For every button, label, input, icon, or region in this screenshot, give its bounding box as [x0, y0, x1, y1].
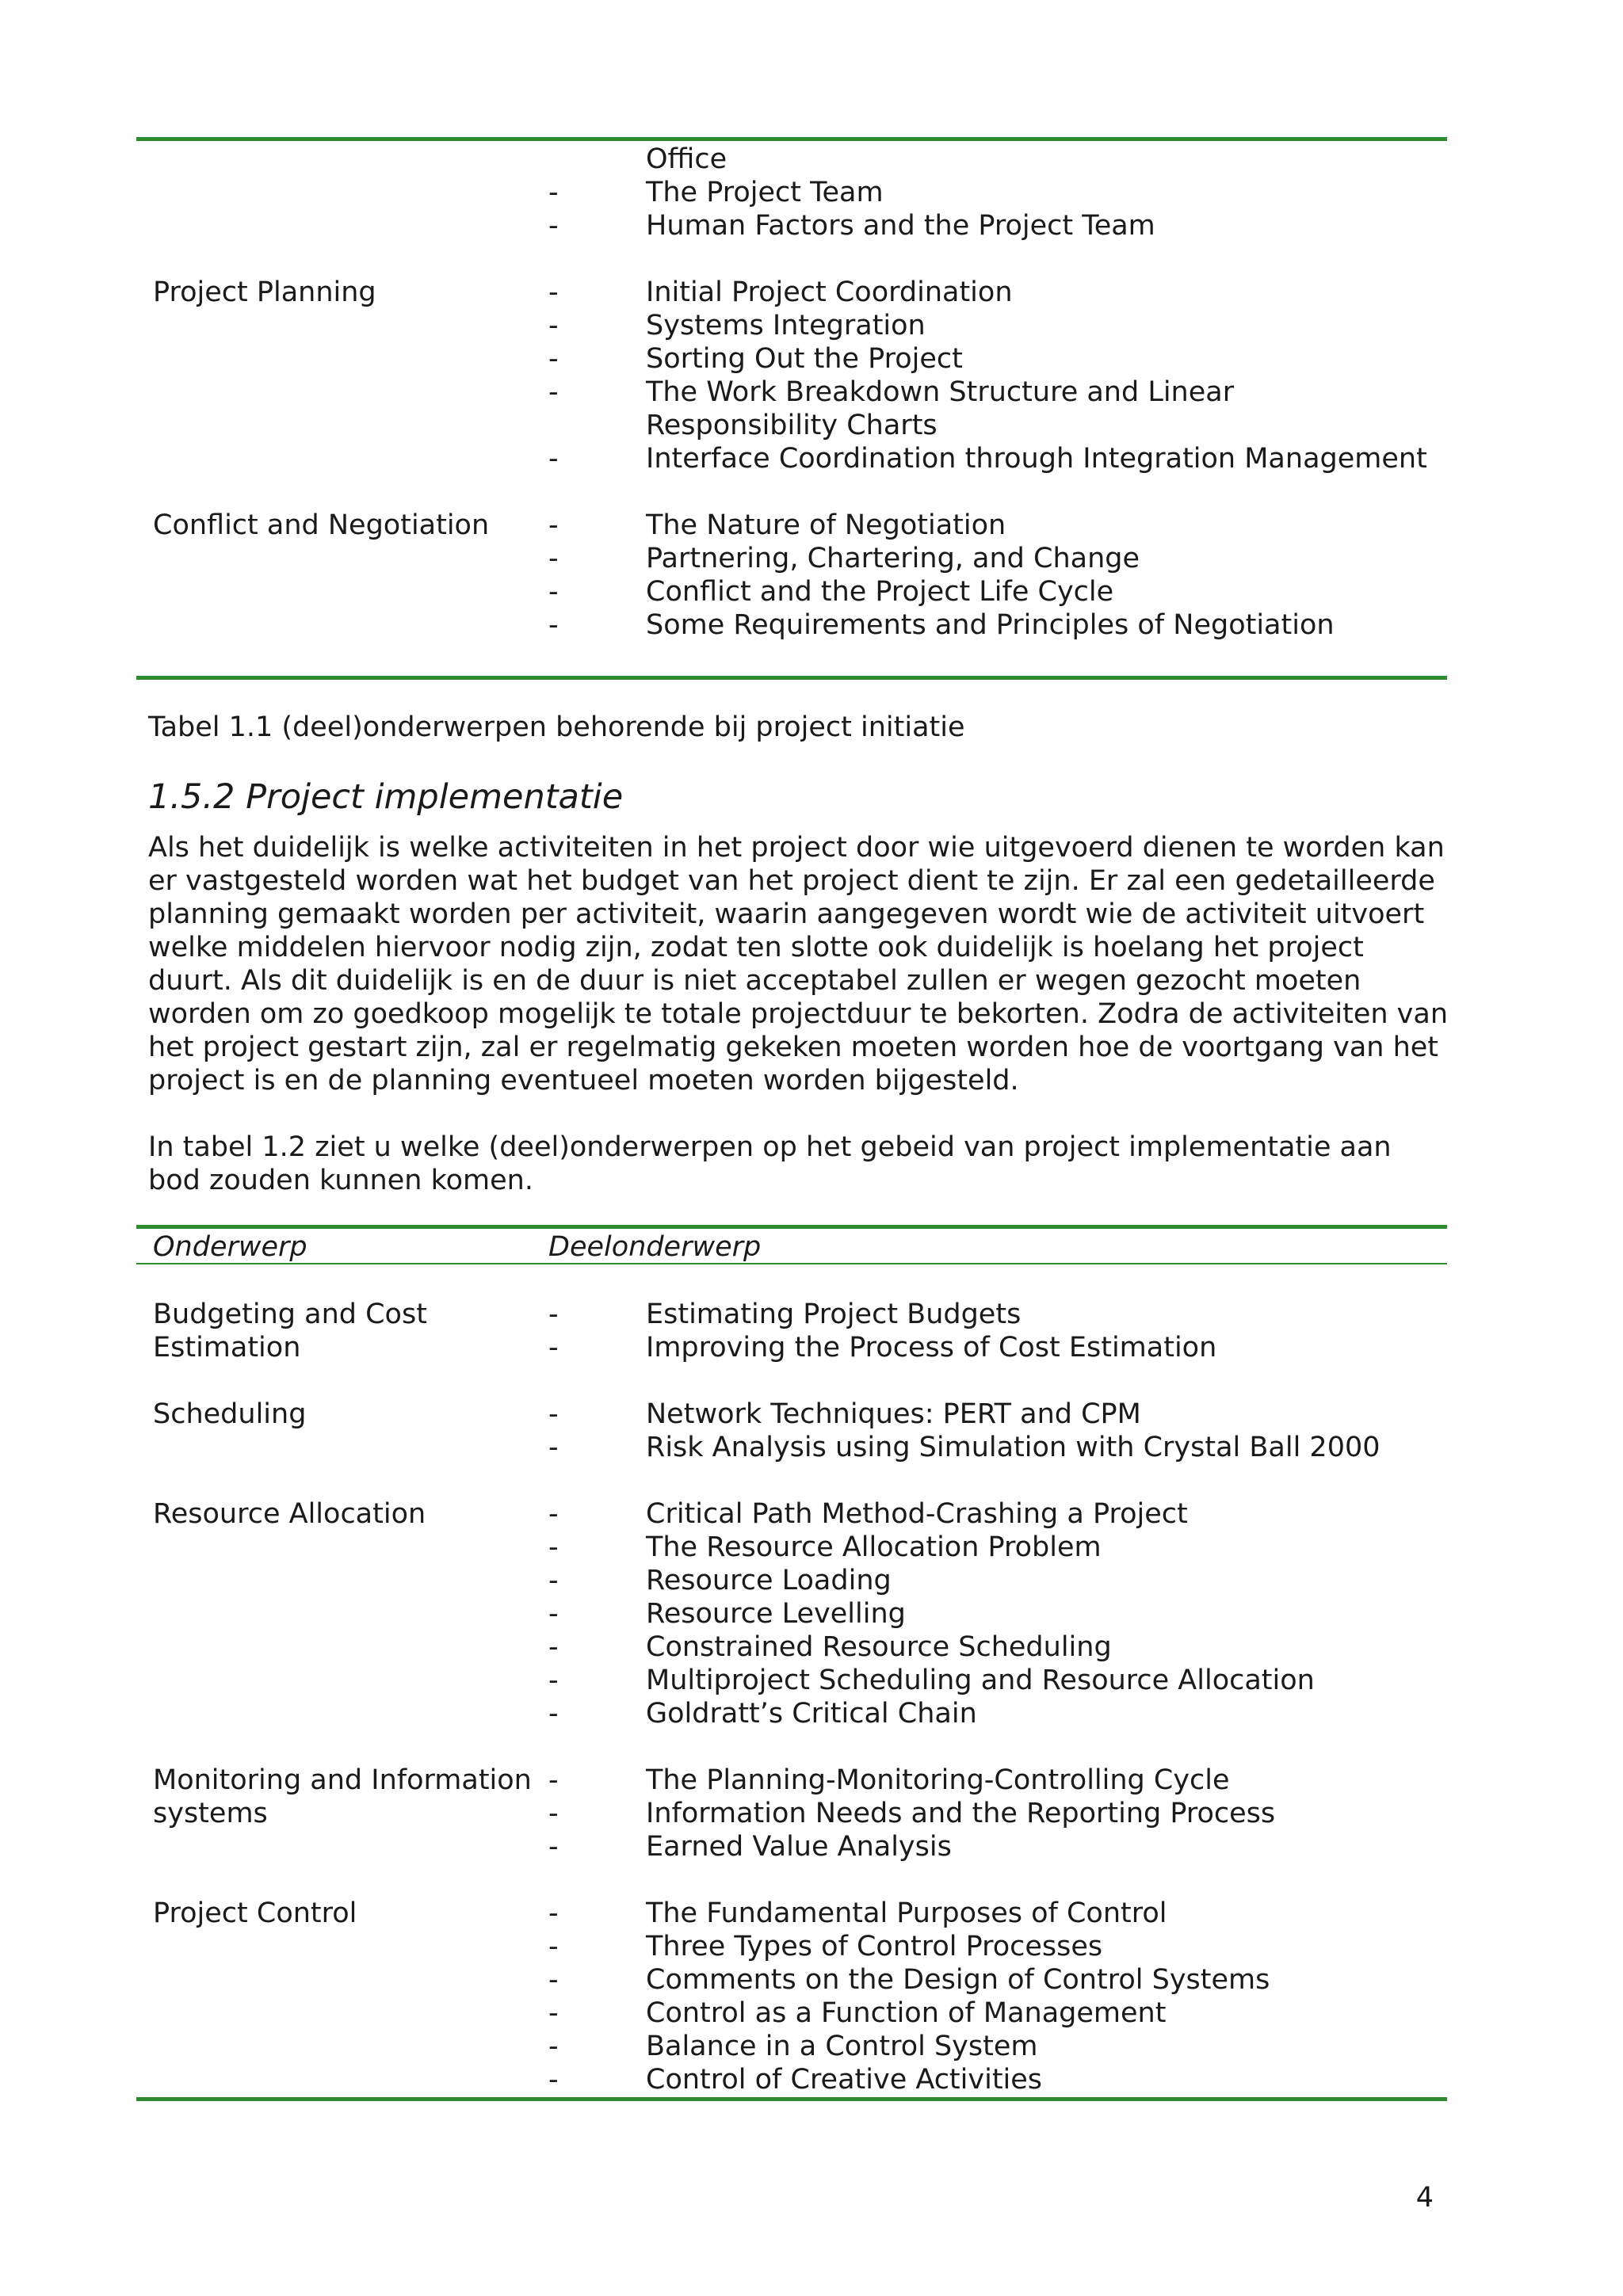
subtopic-text: Some Requirements and Principles of Negotiation: [646, 609, 1335, 641]
header-subsubject: Deelonderwerp: [548, 1231, 762, 1263]
subtopic-text: The Resource Allocation Problem: [646, 1531, 1102, 1563]
bullet-dash: -: [548, 1997, 559, 2029]
subtopic-item: [548, 1497, 1447, 1531]
subtopic-text: Initial Project Coordination: [646, 277, 1013, 308]
subtopic-list: [548, 1497, 1447, 1730]
table2-top-rule: [136, 1225, 1447, 1229]
subtopic-item: [548, 1697, 1447, 1730]
section-heading: 1.5.2 Project implementatie: [148, 777, 624, 817]
bullet-dash: -: [548, 1498, 559, 1530]
table2-header: [136, 1230, 1447, 1264]
subtopic-item: [548, 276, 1447, 309]
bullet-dash: -: [548, 1598, 559, 1630]
subtopic-item: [548, 2030, 1447, 2063]
bullet-dash: -: [548, 1931, 559, 1962]
subtopic-text: Sorting Out the Project: [646, 343, 963, 375]
subtopic-text: Conflict and the Project Life Cycle: [646, 576, 1114, 608]
subtopic-item: [548, 1398, 1447, 1431]
table2-header-rule: [136, 1263, 1447, 1264]
subtopic-list: [548, 276, 1447, 475]
bullet-dash: -: [548, 509, 559, 541]
subtopic-list: [548, 1398, 1447, 1464]
table-row: [136, 1298, 1447, 1364]
subtopic-text: Information Needs and the Reporting Process: [646, 1798, 1276, 1829]
bullet-dash: -: [548, 1398, 559, 1430]
row-subject: Resource Allocation: [153, 1498, 426, 1530]
page-number: 4: [1415, 2182, 1434, 2214]
subtopic-text: Earned Value Analysis: [646, 1831, 952, 1863]
bullet-dash: -: [548, 1631, 559, 1663]
bullet-dash: -: [548, 1698, 559, 1730]
bullet-dash: -: [548, 543, 559, 574]
table-row: [136, 1897, 1447, 2096]
subtopic-list: [548, 143, 1447, 242]
subtopic-item: [548, 209, 1447, 242]
bullet-dash: -: [548, 609, 559, 641]
bullet-dash: -: [548, 376, 559, 408]
subtopic-text: Interface Coordination through Integration Management: [646, 443, 1427, 475]
subtopic-list: [548, 1764, 1447, 1863]
subtopic-text: Resource Loading: [646, 1565, 892, 1596]
bullet-dash: -: [548, 1332, 559, 1363]
subtopic-item: [548, 1930, 1447, 1963]
subtopic-item: [548, 1963, 1447, 1997]
subtopic-list: [548, 509, 1447, 642]
bullet-dash: -: [548, 1831, 559, 1863]
subtopic-text: Human Factors and the Project Team: [646, 210, 1155, 242]
subtopic-list: [548, 1897, 1447, 2096]
subtopic-item: [548, 509, 1447, 542]
bullet-dash: -: [548, 277, 559, 308]
subtopic-text: The Work Breakdown Structure and Linear: [646, 376, 1235, 408]
bullet-dash: -: [548, 2031, 559, 2062]
bullet-dash: -: [548, 1964, 559, 1996]
subtopic-item: [548, 1298, 1447, 1331]
subtopic-text: Constrained Resource Scheduling: [646, 1631, 1112, 1663]
table-bottom-rule: [136, 676, 1447, 680]
table-top-rule: [136, 137, 1447, 141]
bullet-dash: -: [548, 1764, 559, 1796]
subtopic-text: Control as a Function of Management: [646, 1997, 1167, 2029]
body-paragraph-intro-table: In tabel 1.2 ziet u welke (deel)onderwerpen op het gebeid van project implementatie aan bod zouden kunnen komen.: [148, 1131, 1392, 1196]
bullet-dash: -: [548, 343, 559, 375]
subtopic-text: Balance in a Control System: [646, 2031, 1038, 2062]
subtopic-text: Comments on the Design of Control Systems: [646, 1964, 1270, 1996]
bullet-dash: -: [548, 443, 559, 475]
subtopic-item: [548, 409, 1447, 442]
subtopic-list: [548, 1298, 1447, 1364]
table-row: [136, 509, 1447, 642]
bullet-dash: -: [548, 1798, 559, 1829]
subtopic-text: Goldratt’s Critical Chain: [646, 1698, 977, 1730]
row-subject: Project Control: [153, 1897, 357, 1929]
bullet-dash: [548, 143, 646, 176]
bullet-dash: -: [548, 177, 559, 208]
subtopic-text: Estimating Project Budgets: [646, 1299, 1022, 1330]
subtopic-item: [548, 2063, 1447, 2096]
subtopic-item: [548, 1997, 1447, 2030]
table-row: [136, 1398, 1447, 1464]
bullet-dash: -: [548, 1665, 559, 1696]
subtopic-text: Partnering, Chartering, and Change: [646, 543, 1140, 574]
header-subject: Onderwerp: [153, 1231, 307, 1263]
subtopic-item: [548, 1630, 1447, 1664]
subtopic-item: [548, 143, 1447, 176]
table-row: [136, 276, 1447, 475]
row-subject: Monitoring and Information systems: [153, 1764, 532, 1829]
subtopic-item: [548, 608, 1447, 642]
subtopic-item: [548, 1764, 1447, 1797]
table-row: [136, 1497, 1447, 1730]
table-subjects-initiation: [136, 143, 1447, 642]
row-subject: [136, 143, 548, 242]
subtopic-text: Improving the Process of Cost Estimation: [646, 1332, 1217, 1363]
subtopic-item: [548, 1531, 1447, 1564]
body-paragraph: Als het duidelijk is welke activiteiten in het project door wie uitgevoerd dienen te worden kan er vastgesteld worden wat het budget van het project dient te zijn. Er zal een gedetailleerde planning gemaakt worden per activiteit, waarin aangegeven wordt wie de activiteit uitvoert welke middelen hiervoor nodig zijn, zodat ten slotte ook duidelijk is hoelang het project duurt. Als dit duidelijk is en de duur is niet acceptabel zullen er wegen gezocht moeten worden om zo goedkoop mogelijk te totale projectduur te bekorten. Zodra de activiteiten van het project gestart zijn, zal er regelmatig gekeken moeten worden hoe de voortgang van het project is en de planning eventueel moeten worden bijgesteld.: [148, 832, 1449, 1097]
subtopic-text: Systems Integration: [646, 310, 926, 341]
subtopic-text: Three Types of Control Processes: [646, 1931, 1103, 1962]
subtopic-item: [548, 376, 1447, 409]
row-subject: Scheduling: [153, 1398, 307, 1430]
subtopic-item: [548, 1431, 1447, 1464]
table2-bottom-rule: [136, 2097, 1447, 2101]
bullet-dash: -: [548, 210, 559, 242]
row-subject: Conflict and Negotiation: [153, 509, 490, 541]
subtopic-item: [548, 176, 1447, 209]
bullet-dash: -: [548, 2064, 559, 2096]
subtopic-text: The Nature of Negotiation: [646, 509, 1006, 541]
bullet-dash: -: [548, 1299, 559, 1330]
subtopic-text: The Fundamental Purposes of Control: [646, 1897, 1167, 1929]
subtopic-item: [548, 1797, 1447, 1830]
subtopic-text: Critical Path Method-Crashing a Project: [646, 1498, 1188, 1530]
bullet-dash: -: [548, 1432, 559, 1463]
subtopic-item: [548, 1830, 1447, 1863]
subtopic-text: Risk Analysis using Simulation with Crystal Ball 2000: [646, 1432, 1381, 1463]
subtopic-item: [548, 342, 1447, 376]
subtopic-text: Multiproject Scheduling and Resource Allocation: [646, 1665, 1315, 1696]
table-caption: Tabel 1.1 (deel)onderwerpen behorende bij project initiatie: [148, 711, 965, 743]
table-subjects-implementation: [136, 1298, 1447, 2096]
bullet-dash: -: [548, 310, 559, 341]
subtopic-item: [548, 542, 1447, 575]
bullet-dash: -: [548, 1897, 559, 1929]
row-subject: Project Planning: [153, 277, 376, 308]
subtopic-text: The Planning-Monitoring-Controlling Cycle: [646, 1764, 1230, 1796]
subtopic-item: [548, 1664, 1447, 1697]
subtopic-item: [548, 1564, 1447, 1597]
subtopic-text: Resource Levelling: [646, 1598, 906, 1630]
subtopic-text: Responsibility Charts: [646, 410, 938, 441]
subtopic-item: [548, 309, 1447, 342]
subtopic-text: Control of Creative Activities: [646, 2064, 1043, 2096]
subtopic-item: [548, 1897, 1447, 1930]
subtopic-item: [548, 442, 1447, 475]
bullet-dash: -: [548, 576, 559, 608]
subtopic-text: Office: [646, 143, 727, 175]
row-subject: Budgeting and Cost Estimation: [153, 1299, 427, 1363]
table-row: [136, 1764, 1447, 1863]
table-row: [136, 143, 1447, 242]
subtopic-text: Network Techniques: PERT and CPM: [646, 1398, 1141, 1430]
subtopic-item: [548, 1597, 1447, 1630]
subtopic-text: The Project Team: [646, 177, 884, 208]
subtopic-item: [548, 1331, 1447, 1364]
subtopic-item: [548, 575, 1447, 608]
bullet-dash: [548, 409, 646, 442]
bullet-dash: -: [548, 1565, 559, 1596]
bullet-dash: -: [548, 1531, 559, 1563]
